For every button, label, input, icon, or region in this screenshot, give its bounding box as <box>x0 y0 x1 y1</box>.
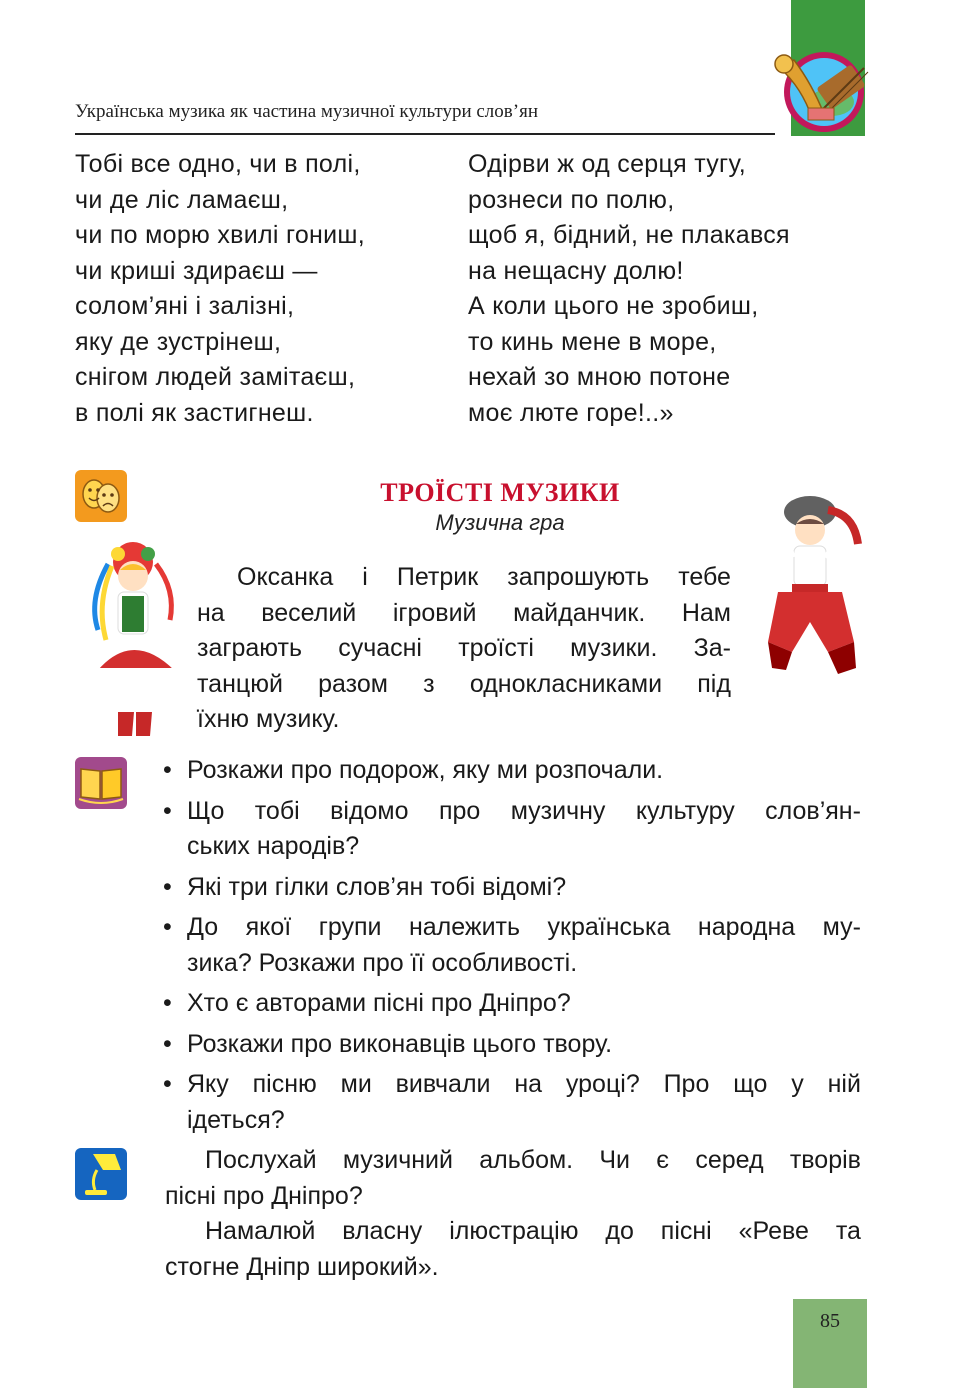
list-item <box>163 1067 861 1138</box>
game-subtitle: Музична гра <box>435 510 565 535</box>
word: слов’ян- <box>765 796 861 825</box>
intro-line <box>197 596 731 632</box>
desk-lamp-icon <box>75 1148 127 1200</box>
word: про <box>438 796 481 825</box>
word: однокласниками <box>469 669 663 698</box>
theater-masks-icon <box>75 470 127 522</box>
bullet-marker: • <box>163 796 172 825</box>
word: на <box>197 598 225 627</box>
poem-line: чи де ліс ламаєш, <box>75 185 289 214</box>
word: у <box>791 1070 804 1098</box>
list-item <box>163 910 861 981</box>
task-line: стогне Дніпр широкий». <box>165 1252 439 1281</box>
word: ілюстрацію <box>449 1217 579 1245</box>
boy-dancer-illustration <box>758 492 863 692</box>
intro-line <box>197 667 731 703</box>
word: тобі <box>254 796 300 825</box>
task-line: пісні про Дніпро? <box>165 1181 363 1210</box>
word: на <box>514 1070 543 1098</box>
poem-line: на нещасну долю! <box>468 256 684 285</box>
word: музики. <box>570 634 658 662</box>
bullet-marker: • <box>163 1070 172 1098</box>
word: Послухай <box>205 1146 317 1174</box>
poem-line: солом’яні і залізні, <box>75 292 295 320</box>
word: українська <box>547 913 671 941</box>
task-line <box>165 1214 861 1250</box>
word: якої <box>245 913 292 941</box>
poem-line: снігом людей замітаєш, <box>75 363 356 391</box>
task-line <box>165 1143 861 1179</box>
word: До <box>187 913 219 941</box>
word: ній <box>827 1070 861 1098</box>
question-list <box>163 753 861 1143</box>
game-title: ТРОЇСТІ МУЗИКИ <box>380 478 620 507</box>
open-book-icon <box>75 757 127 809</box>
question-line <box>187 1067 861 1103</box>
word: ми <box>340 1070 372 1098</box>
word: серед <box>695 1146 764 1174</box>
page-number: 85 <box>820 1310 840 1332</box>
word: «Реве <box>738 1217 809 1245</box>
word: Намалюй <box>205 1217 316 1245</box>
word: народна <box>697 913 796 941</box>
word: Петрик <box>396 563 479 591</box>
poem-line: А коли цього не зробиш, <box>468 292 759 320</box>
word: з <box>423 669 435 698</box>
word: і <box>362 563 368 591</box>
poem-right-column <box>468 147 888 431</box>
word: під <box>697 669 731 698</box>
question-line: Розкажи про виконавців цього твору. <box>187 1029 613 1058</box>
word: тебе <box>678 563 731 591</box>
word: му- <box>822 913 861 941</box>
listen-task <box>165 1143 861 1285</box>
poem-line: чи криші здираєш — <box>75 256 318 285</box>
poem-line: щоб я, бідний, не плакався <box>468 221 790 249</box>
word: вивчали <box>395 1070 491 1098</box>
word: Чи <box>599 1146 631 1174</box>
poem-line: яку де зустрінеш, <box>75 327 282 356</box>
word: веселий <box>261 598 357 627</box>
poem-left-column <box>75 147 455 431</box>
word: танцюй <box>197 669 283 698</box>
bullet-marker: • <box>163 756 172 784</box>
poem-line: моє люте горе!..» <box>468 398 674 427</box>
word: Нам <box>681 598 731 627</box>
word: пісню <box>252 1070 317 1098</box>
word: Про <box>663 1070 710 1098</box>
intro-line <box>197 631 731 667</box>
header-divider <box>75 133 775 135</box>
list-item <box>163 794 861 865</box>
word: Що <box>187 796 225 825</box>
poem-line: рознеси по полю, <box>468 185 675 214</box>
word: За- <box>693 634 731 662</box>
question-line: ідеться? <box>187 1105 285 1134</box>
word: ігровий <box>392 598 477 627</box>
word: творів <box>789 1146 861 1174</box>
poem-line: Тобі все одно, чи в полі, <box>75 150 361 178</box>
word: уроці? <box>565 1070 640 1098</box>
word: власну <box>342 1217 423 1245</box>
word: майданчик. <box>513 598 646 627</box>
bullet-marker: • <box>163 872 172 901</box>
word: належить <box>408 913 521 941</box>
poem-line: то кинь мене в море, <box>468 327 717 356</box>
word: та <box>835 1217 861 1245</box>
word: відомо <box>330 796 409 825</box>
girl-dancer-illustration <box>78 540 193 740</box>
bullet-marker: • <box>163 1029 172 1058</box>
poem-line: нехай зо мною потоне <box>468 363 731 391</box>
question-line: Які три гілки слов’ян тобі відомі? <box>187 872 567 901</box>
question-line: Хто є авторами пісні про Дніпро? <box>187 989 571 1017</box>
list-item <box>163 753 861 789</box>
intro-line <box>197 560 731 596</box>
bullet-marker: • <box>163 989 172 1017</box>
poem-line: в полі як застигнеш. <box>75 398 314 427</box>
list-item <box>163 1027 861 1063</box>
word: разом <box>318 669 388 698</box>
word: Оксанка <box>237 563 334 591</box>
bullet-marker: • <box>163 913 172 941</box>
intro-line: їхню музику. <box>197 705 340 733</box>
word: музичну <box>510 796 606 825</box>
question-line: зика? Розкажи про її особливості. <box>187 948 578 977</box>
word: пісні <box>660 1217 712 1245</box>
poem-line: Одірви ж од серця тугу, <box>468 150 746 178</box>
list-item <box>163 986 861 1022</box>
word: запрошують <box>507 563 650 591</box>
word: що <box>733 1070 768 1098</box>
word: заграють <box>197 634 302 662</box>
music-instruments-emblem-icon <box>772 48 872 134</box>
word: музичний <box>342 1146 453 1174</box>
game-intro-text <box>197 560 731 738</box>
word: Яку <box>187 1070 229 1098</box>
question-line <box>187 910 861 946</box>
list-item <box>163 870 861 906</box>
question-line <box>187 794 861 830</box>
poem-line: чи по морю хвилі гониш, <box>75 221 365 249</box>
question-line: Розкажи про подорож, яку ми розпочали. <box>187 756 664 784</box>
word: є <box>656 1146 670 1174</box>
word: альбом. <box>479 1146 574 1174</box>
word: до <box>605 1217 634 1245</box>
word: троїсті <box>458 634 534 662</box>
running-head: Українська музика як частина музичної культури слов’ян <box>75 101 538 122</box>
word: культуру <box>635 796 735 825</box>
word: сучасні <box>338 634 422 662</box>
question-line: ських народів? <box>187 832 360 860</box>
word: групи <box>318 913 382 941</box>
